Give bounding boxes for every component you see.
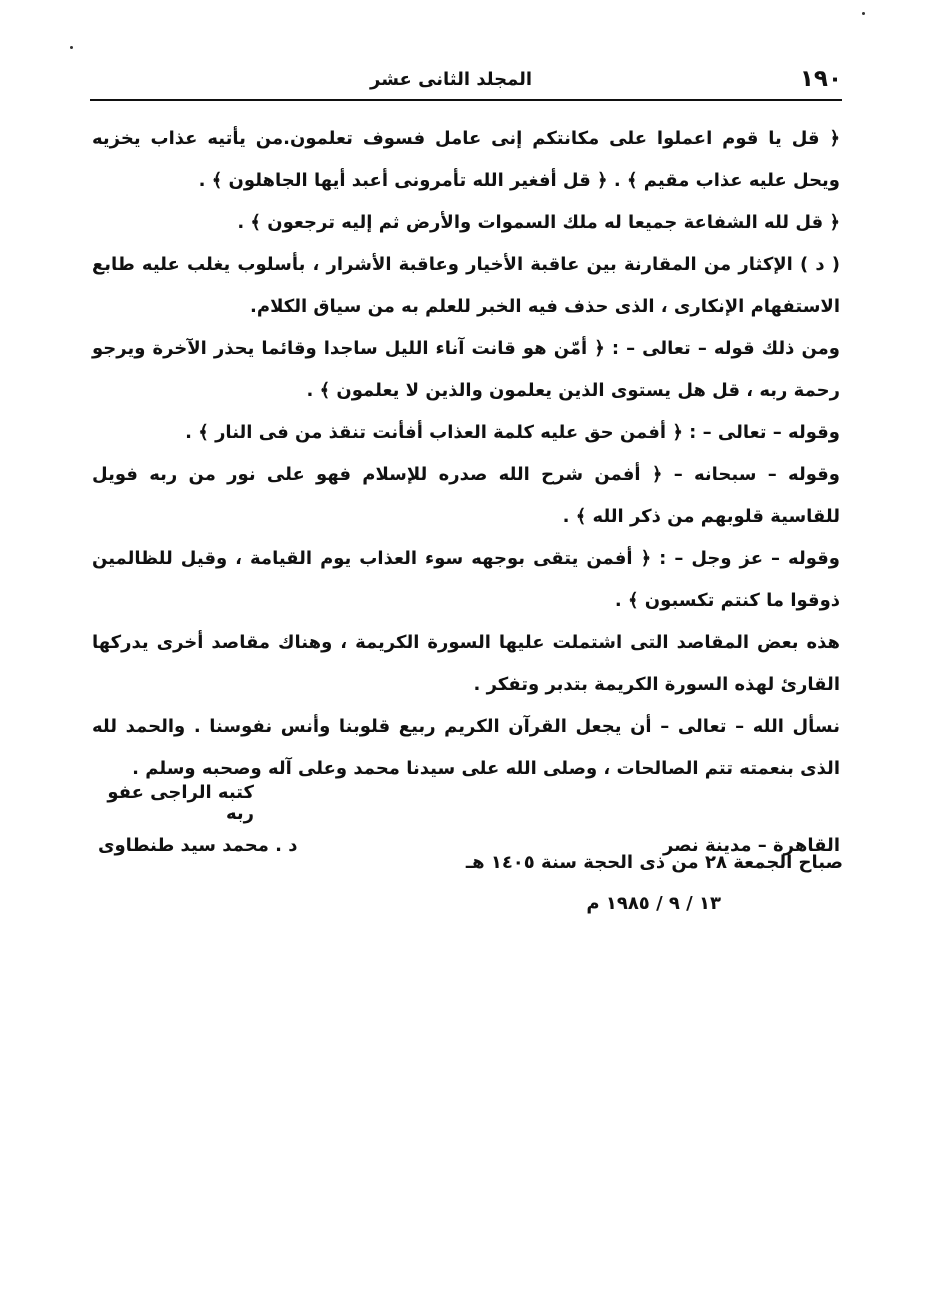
paragraph-summary: هذه بعض المقاصد التى اشتملت عليها السورة الكريمة ، وهناك مقاصد أخرى يدركها القارئ لهذه السورة الكريمة بتدبر وتفكر .	[92, 632, 840, 695]
writer-line: كتبه الراجى عفو ربه	[107, 782, 254, 824]
paragraph-closing-prayer: نسأل الله – تعالى – أن يجعل القرآن الكريم ربيع قلوبنا وأنس نفوسنا . والحمد لله الذى بنعمته تتم الصالحات ، وصلى الله على سيدنا محمد وعلى آله وصحبه وسلم .	[92, 716, 840, 779]
paragraph-example-4: وقوله – عز وجل – : ﴿ أفمن يتقى بوجهه سوء العذاب يوم القيامة ، وقيل للظالمين ذوقوا ما كنتم تكسبون ﴾ .	[92, 548, 840, 611]
paragraph-example-3: وقوله – سبحانه – ﴿ أفمن شرح الله صدره للإسلام فهو على نور من ربه فويل للقاسية قلوبهم من ذكر الله ﴾ .	[92, 464, 840, 527]
paragraph-point-d: ( د ) الإكثار من المقارنة بين عاقبة الأخيار وعاقبة الأشرار ، بأسلوب يغلب عليه طابع الاستفهام الإنكارى ، الذى حذف فيه الخبر للعلم به من سياق الكلام.	[92, 254, 840, 317]
date-hijri: صباح الجمعة ٢٨ من ذى الحجة سنة ١٤٠٥ هـ	[465, 852, 843, 873]
page-number: ١٩٠	[799, 66, 842, 92]
header-rule	[90, 99, 842, 101]
signoff-row-writer	[92, 782, 840, 824]
paragraph-quran-verse-2: ﴿ قل لله الشفاعة جميعا له ملك السموات والأرض ثم إليه ترجعون ﴾ .	[237, 212, 840, 233]
paragraph-example-1: ومن ذلك قوله – تعالى – : ﴿ أمّن هو قانت آناء الليل ساجدا وقائما يحذر الآخرة ويرجو رحمة ربه ، قل هل يستوى الذين يعلمون والذين لا يعلمون ﴾ .	[92, 338, 840, 401]
running-head: المجلد الثانى عشر	[370, 68, 533, 90]
author-name: د . محمد سيد طنطاوى	[98, 834, 298, 856]
date-gregorian: ١٣ / ٩ / ١٩٨٥ م	[586, 893, 721, 914]
scan-speck	[70, 46, 73, 49]
paragraph-example-2: وقوله – تعالى – : ﴿ أفمن حق عليه كلمة العذاب أفأنت تنقذ من فى النار ﴾ .	[185, 422, 840, 443]
page-header	[90, 62, 842, 96]
place-line: القاهرة – مدينة نصر	[662, 834, 840, 856]
paragraph-quran-verse-1: ﴿ قل يا قوم اعملوا على مكانتكم إنى عامل فسوف تعلمون.من يأتيه عذاب يخزيه ويحل عليه عذاب مقيم ﴾ . ﴿ قل أفغير الله تأمرونى أعبد أيها الجاهلون ﴾ .	[92, 128, 840, 191]
scan-speck	[862, 12, 865, 15]
body-text	[92, 118, 840, 790]
